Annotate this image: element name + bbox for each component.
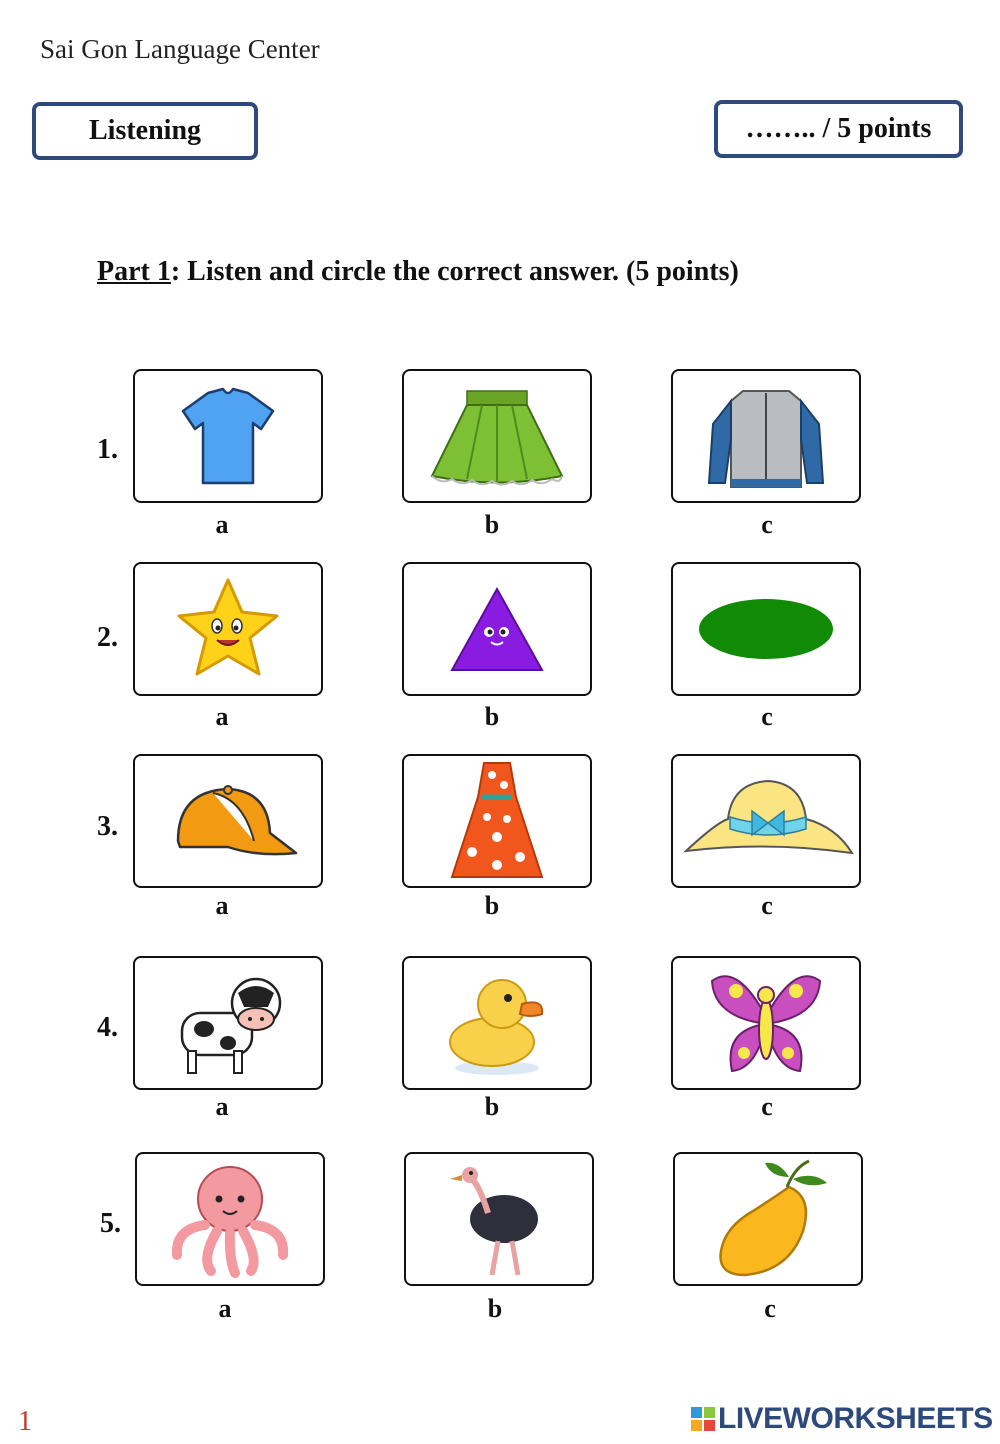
- instruction-text: : Listen and circle the correct answer. (5 points): [170, 256, 739, 287]
- jacket-icon: [701, 379, 831, 494]
- section-label-box: [32, 102, 258, 160]
- option-letter[interactable]: c: [761, 510, 773, 539]
- center-name: Sai Gon Language Center: [40, 34, 320, 64]
- hat-icon: [676, 771, 856, 871]
- score-label: …….. / 5 points: [745, 113, 932, 144]
- option-letter[interactable]: b: [484, 1092, 500, 1121]
- option-letter[interactable]: b: [487, 1294, 503, 1323]
- t-shirt-icon: [173, 381, 283, 491]
- option-letter[interactable]: a: [215, 891, 229, 920]
- question-number: 3.: [97, 811, 118, 842]
- octopus-icon: [165, 1159, 295, 1279]
- option-card[interactable]: [402, 956, 592, 1090]
- option-letter[interactable]: a: [215, 510, 229, 539]
- question-number: 5.: [100, 1208, 121, 1239]
- option-card[interactable]: [133, 956, 323, 1090]
- score-box: [714, 100, 963, 158]
- question-number: 4.: [97, 1012, 118, 1043]
- part-label: Part 1: [97, 256, 171, 287]
- option-card[interactable]: [671, 562, 861, 696]
- brand-text: LIVEWORKSHEETS: [718, 1402, 993, 1435]
- triangle-icon: [442, 574, 552, 684]
- option-letter[interactable]: c: [761, 891, 773, 920]
- brand-logo: [690, 1402, 993, 1436]
- cow-icon: [168, 963, 288, 1083]
- option-letter[interactable]: c: [764, 1294, 776, 1323]
- duck-icon: [442, 968, 552, 1078]
- ostrich-icon: [444, 1157, 554, 1281]
- option-letter[interactable]: a: [218, 1294, 232, 1323]
- skirt-icon: [422, 381, 572, 491]
- butterfly-icon: [706, 963, 826, 1083]
- option-card[interactable]: [404, 1152, 594, 1286]
- option-letter[interactable]: b: [484, 891, 500, 920]
- question-number: 1.: [97, 434, 118, 465]
- oval-icon: [691, 589, 841, 669]
- question-number: 2.: [97, 622, 118, 653]
- cap-icon: [158, 771, 298, 871]
- option-card[interactable]: [135, 1152, 325, 1286]
- option-card[interactable]: [671, 956, 861, 1090]
- option-letter[interactable]: c: [761, 702, 773, 731]
- instruction: [97, 256, 739, 288]
- option-card[interactable]: [402, 562, 592, 696]
- option-card[interactable]: [133, 369, 323, 503]
- option-letter[interactable]: a: [215, 1092, 229, 1121]
- option-letter[interactable]: c: [761, 1092, 773, 1121]
- dress-icon: [442, 757, 552, 885]
- option-letter[interactable]: b: [484, 510, 500, 539]
- option-card[interactable]: [673, 1152, 863, 1286]
- option-card[interactable]: [671, 369, 861, 503]
- option-card[interactable]: [671, 754, 861, 888]
- option-card[interactable]: [402, 369, 592, 503]
- option-card[interactable]: [133, 562, 323, 696]
- option-card[interactable]: [402, 754, 592, 888]
- star-icon: [173, 574, 283, 684]
- mango-icon: [703, 1157, 833, 1281]
- liveworksheets-logo-icon: [690, 1406, 716, 1432]
- option-letter[interactable]: a: [215, 702, 229, 731]
- page-number: 1: [18, 1406, 32, 1437]
- option-letter[interactable]: b: [484, 702, 500, 731]
- section-label: Listening: [88, 115, 202, 146]
- option-card[interactable]: [133, 754, 323, 888]
